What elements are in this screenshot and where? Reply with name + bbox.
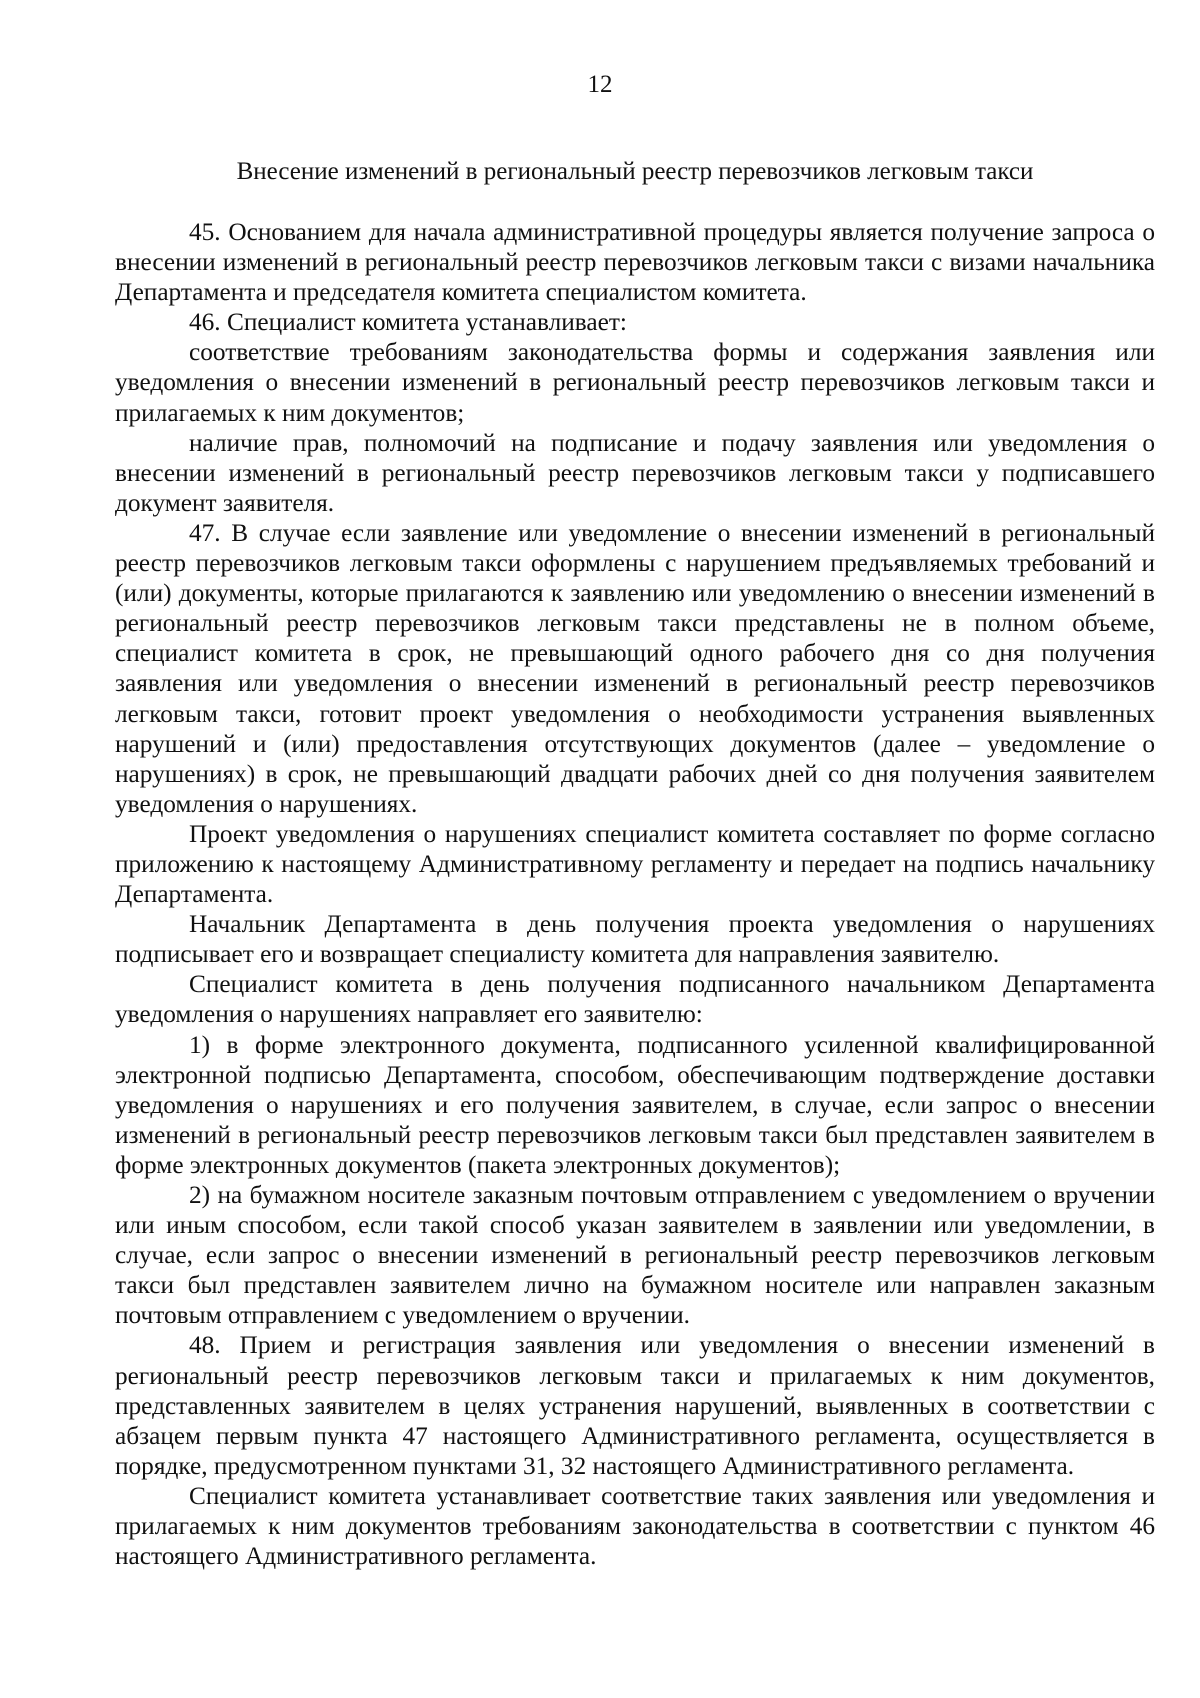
paragraph-48: 48. Прием и регистрация заявления или уведомления о внесении изменений в региональный реестр перевозчиков легковым такси и прилагаемых к ним документов, представленных заявителем в целях устранения нарушений, выявленных в соответствии с абзацем первым пункта 47 настоящего Административного регламента, осуществляется в порядке, предусмотренном пунктами 31, 32 настоящего Административного регламента.	[115, 1331, 1155, 1480]
paragraph-45: 45. Основанием для начала административной процедуры является получение запроса о внесении изменений в региональный реестр перевозчиков легковым такси с визами начальника Департамента и председателя комитета специалистом комитета.	[115, 218, 1155, 307]
paragraph-48-compliance: Специалист комитета устанавливает соответствие таких заявления или уведомления и прилагаемых к ним документов требованиям законодательства в соответствии с пунктом 46 настоящего Административного регламента.	[115, 1481, 1155, 1571]
section-title: Внесение изменений в региональный реестр перевозчиков легковым такси	[236, 158, 1034, 185]
page-number: 12	[587, 71, 613, 98]
paragraph-47-option-electronic: 1) в форме электронного документа, подписанного усиленной квалифицированной электронной подписью Департамента, способом, обеспечивающим подтверждение доставки уведомления о нарушениях и его получения заявителем, в случае, если запрос о внесении изменений в региональный реестр перевозчиков легковым такси был представлен заявителем в форме электронных документов (пакета электронных документов);	[115, 1030, 1155, 1179]
paragraph-47-draft: Проект уведомления о нарушениях специалист комитета составляет по форме согласно приложению к настоящему Административному регламенту и передает на подпись начальнику Департамента.	[115, 819, 1155, 909]
paragraph-46-item-rights: наличие прав, полномочий на подписание и подачу заявления или уведомления о внесении изменений в региональный реестр перевозчиков легковым такси у подписавшего документ заявителя.	[115, 428, 1155, 517]
paragraph-47-specialist-sends: Специалист комитета в день получения подписанного начальником Департамента уведомления о нарушениях направляет его заявителю:	[115, 970, 1155, 1029]
paragraph-46-item-form: соответствие требованиям законодательства формы и содержания заявления или уведомления о внесении изменений в региональный реестр перевозчиков легковым такси и прилагаемых к ним документов;	[115, 338, 1155, 427]
paragraph-47-head-signs: Начальник Департамента в день получения проекта уведомления о нарушениях подписывает его и возвращает специалисту комитета для направления заявителю.	[115, 910, 1155, 969]
paragraph-47: 47. В случае если заявление или уведомление о внесении изменений в региональный реестр перевозчиков легковым такси оформлены с нарушением предъявляемых требований и (или) документы, которые прилагаются к заявлению или уведомлению о внесении изменений в региональный реестр перевозчиков легковым такси представлены не в полном объеме, специалист комитета в срок, не превышающий одного рабочего дня со дня получения заявления или уведомления о внесении изменений в региональный реестр перевозчиков легковым такси, готовит проект уведомления о необходимости устранения выявленных нарушений и (или) предоставления отсутствующих документов (далее – уведомление о нарушениях) в срок, не превышающий двадцати рабочих дней со дня получения заявителем уведомления о нарушениях.	[115, 518, 1155, 818]
paragraph-46: 46. Специалист комитета устанавливает:	[189, 308, 627, 337]
paragraph-47-option-paper: 2) на бумажном носителе заказным почтовым отправлением с уведомлением о вручении или иным способом, если такой способ указан заявителем в заявлении или уведомлении, в случае, если запрос о внесении изменений в региональный реестр перевозчиков легковым такси был представлен заявителем лично на бумажном носителе или направлен заказным почтовым отправлением с уведомлением о вручении.	[115, 1181, 1155, 1330]
document-body	[115, 217, 1155, 1571]
